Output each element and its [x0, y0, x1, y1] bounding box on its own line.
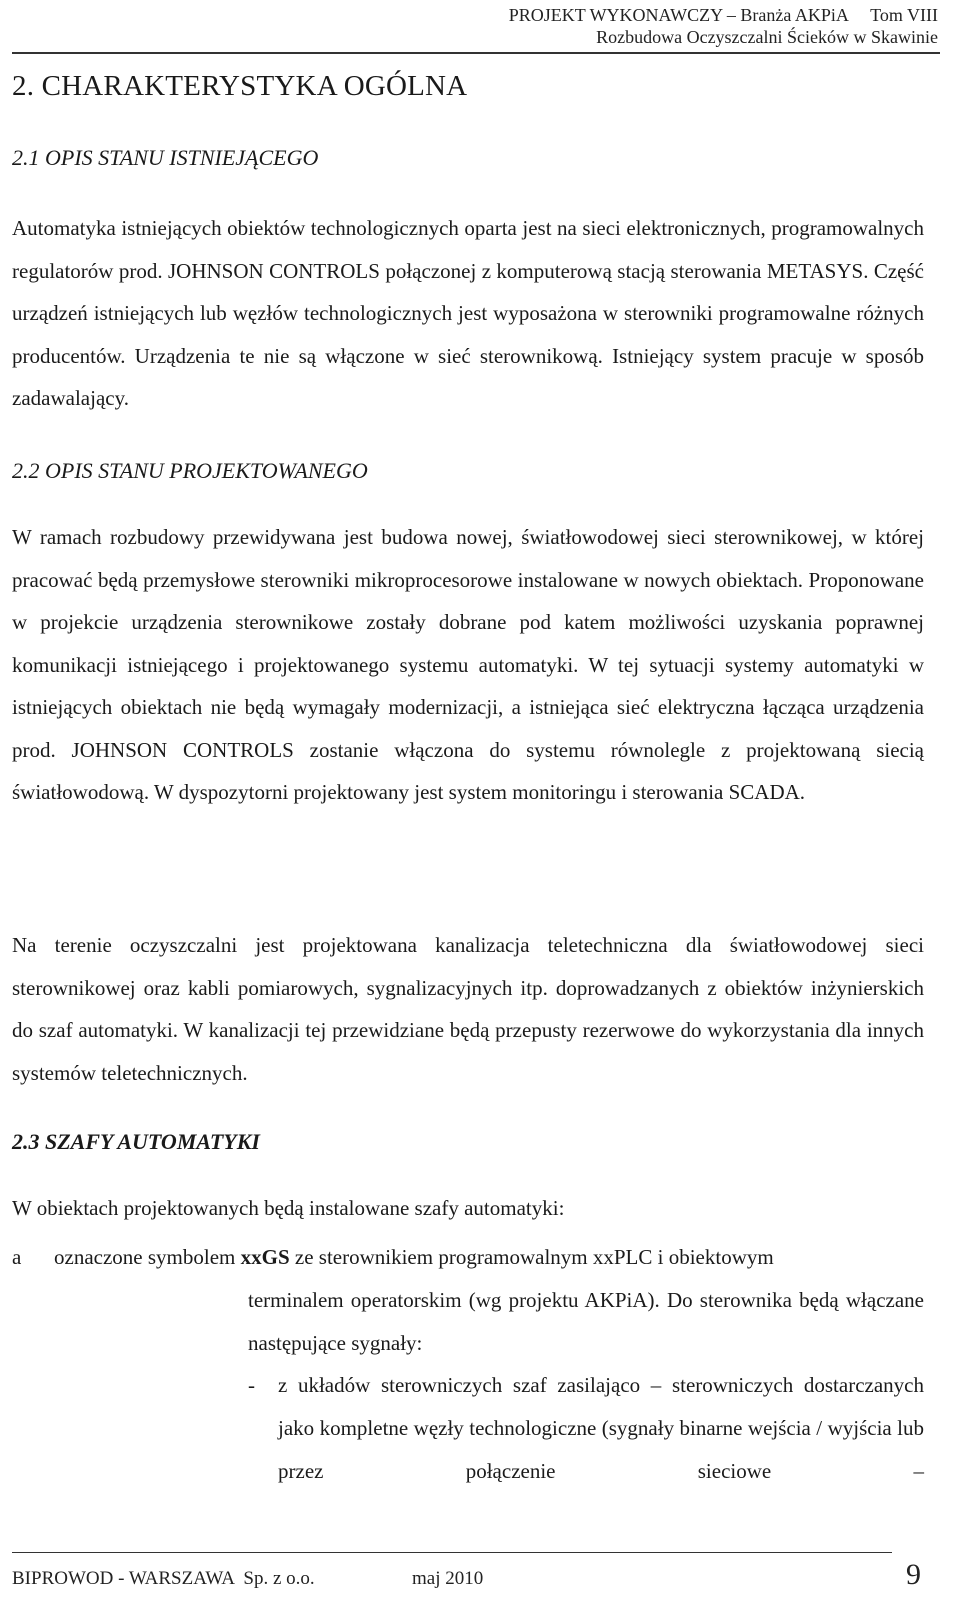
heading-2-3: 2.3 SZAFY AUTOMATYKI	[12, 1129, 260, 1154]
dash-item-text: z układów sterowniczych szaf zasilająco – sterowniczych dostarczanych jako kompletne węzły technologiczne (sygnały binarne wejścia / wyjścia lub przez połączenie sieciowe –	[278, 1373, 924, 1483]
paragraph-2-2-b: Na terenie oczyszczalni jest projektowana kanalizacja teletechniczna dla światłowodowej sieci sterownikowej oraz kabli pomiarowych, sygnalizacyjnych itp. doprowadzanych z obiektów inżynierskich do szaf automatyki. W kanalizacji tej przewidziane będą przepusty rezerwowe do wykorzystania dla innych systemów teletechnicznych.	[12, 933, 924, 1085]
list-item-text-pre: oznaczone symbolem	[54, 1245, 241, 1269]
list-item-text-post: ze sterownikiem programowalnym xxPLC i obiektowym	[289, 1245, 774, 1269]
heading-2-1: 2.1 OPIS STANU ISTNIEJĄCEGO	[12, 145, 319, 170]
list-item-label: a	[12, 1245, 22, 1269]
list-item-first-line	[54, 1236, 774, 1279]
paragraph-2-1: Automatyka istniejących obiektów technologicznych oparta jest na sieci elektronicznych, programowalnych regulatorów prod. JOHNSON CONTROLS połączonej z komputerową stacją sterowania METASYS. Część urządzeń istniejących lub węzłów technologicznych jest wyposażona w sterowniki programowalne różnych producentów. Urządzenia te nie są włączone w sieć sterownikową. Istniejący system pracuje w sposób zadawalający.	[12, 216, 924, 410]
footer-organization: BIPROWOD - WARSZAWA Sp. z o.o.	[12, 1568, 315, 1589]
header-project-line: PROJEKT WYKONAWCZY – Branża AKPiA Tom VIII	[508, 5, 938, 25]
dash-bullet: -	[248, 1373, 255, 1397]
list-item-continuation: terminalem operatorskim (wg projektu AKPiA). Do sterownika będą włączane następujące sygnały:	[248, 1288, 924, 1355]
header-title-line: Rozbudowa Oczyszczalni Ścieków w Skawinie	[596, 27, 938, 47]
section-title: 2. CHARAKTERYSTYKA OGÓLNA	[12, 70, 468, 102]
page-number: 9	[906, 1558, 921, 1591]
symbol-xxgs: xxGS	[240, 1245, 290, 1269]
header-divider	[12, 52, 940, 54]
paragraph-2-3-intro: W obiektach projektowanych będą instalowane szafy automatyki:	[12, 1196, 565, 1220]
heading-2-2: 2.2 OPIS STANU PROJEKTOWANEGO	[12, 458, 368, 483]
footer-divider	[12, 1552, 892, 1553]
paragraph-2-2-a: W ramach rozbudowy przewidywana jest budowa nowej, światłowodowej sieci sterownikowej, w której pracować będą przemysłowe sterowniki mikroprocesorowe instalowane w nowych obiektach. Proponowane w projekcie urządzenia sterownikowe zostały dobrane pod katem możliwości uzyskania poprawnej komunikacji istniejącego i projektowanego systemu automatyki. W tej sytuacji systemy automatyki w istniejących obiektach nie będą wymagały modernizacji, a istniejąca sieć elektryczna łącząca urządzenia prod. JOHNSON CONTROLS zostanie włączona do systemu równolegle z projektowaną siecią światłowodową. W dyspozytorni projektowany jest system monitoringu i sterowania SCADA.	[12, 525, 924, 804]
page-header	[509, 4, 938, 48]
footer-date: maj 2010	[412, 1568, 484, 1589]
